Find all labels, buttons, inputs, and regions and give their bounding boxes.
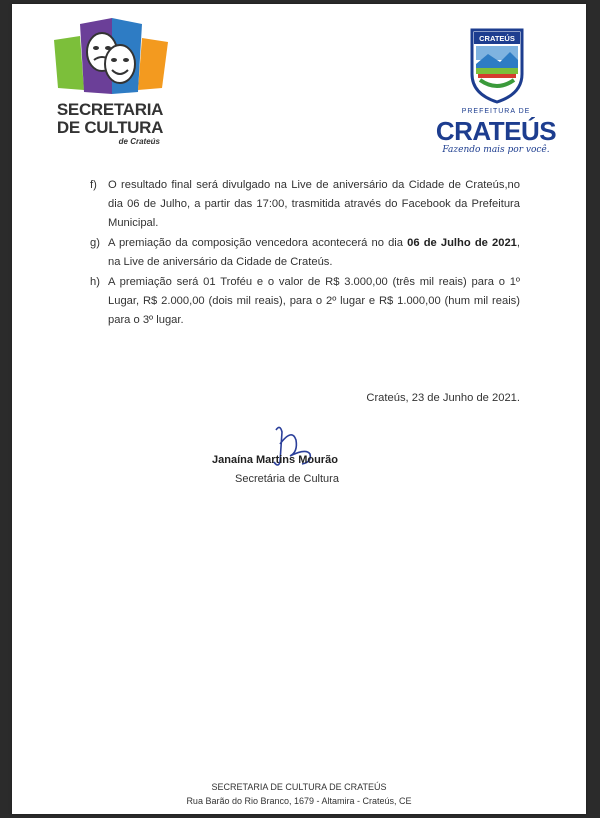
item-marker: f) [90, 179, 97, 191]
item-marker: h) [90, 276, 100, 288]
list-item-h [90, 273, 520, 330]
city-shield-icon [470, 28, 524, 104]
signatory-role: Secretária de Cultura [235, 473, 339, 485]
item-text: O resultado final será divulgado na Live de aniversário da Cidade de Crateús,no dia 06 de Julho, a partir das 17:00, trasmitida através do Facebook da Prefeitura Municipal. [108, 179, 520, 229]
logo-right-prefeitura: PREFEITURA DE [461, 108, 531, 115]
list-item-f [90, 176, 520, 233]
footer-line2: Rua Barão do Rio Branco, 1679 - Altamira - Crateús, CE [186, 796, 412, 806]
logo-right-city: CRATEÚS [435, 116, 557, 146]
document-page [12, 4, 586, 814]
item-text-bold: 06 de Julho de 2021 [407, 237, 517, 249]
item-text: A premiação será 01 Troféu e o valor de R$ 3.000,00 (três mil reais) para o 1º Lugar, R$ 2.000,00 (dois mil reais), para o 2º lugar e R$ 1.000,00 (hum mil reais) para o 3º lugar. [108, 276, 520, 326]
item-text-before: A premiação da composição vencedora acontecerá no dia [108, 237, 408, 249]
document-body [90, 176, 520, 330]
document-date: Crateús, 23 de Junho de 2021. [366, 392, 520, 404]
item-marker: g) [90, 237, 100, 249]
footer-line1: SECRETARIA DE CULTURA DE CRATEÚS [211, 782, 387, 792]
theater-masks-icon [50, 18, 170, 100]
page-footer [12, 780, 586, 808]
prefeitura-crateus-logo [432, 28, 560, 160]
logo-right-slogan: Fazendo mais por você. [442, 145, 550, 155]
list-item-g [90, 234, 520, 272]
item-text-after: , na Live de aniversário da Cidade de Crateús. [108, 237, 520, 268]
logo-left-line2: DE CULTURA [56, 118, 164, 137]
logo-left-line1: SECRETARIA [56, 100, 164, 119]
secretaria-cultura-logo [50, 18, 170, 144]
signatory-name: Janaína Martins Mourão [212, 454, 338, 466]
shield-label: CRATEÚS [479, 34, 515, 43]
logo-left-line3: de Crateús [118, 137, 160, 146]
